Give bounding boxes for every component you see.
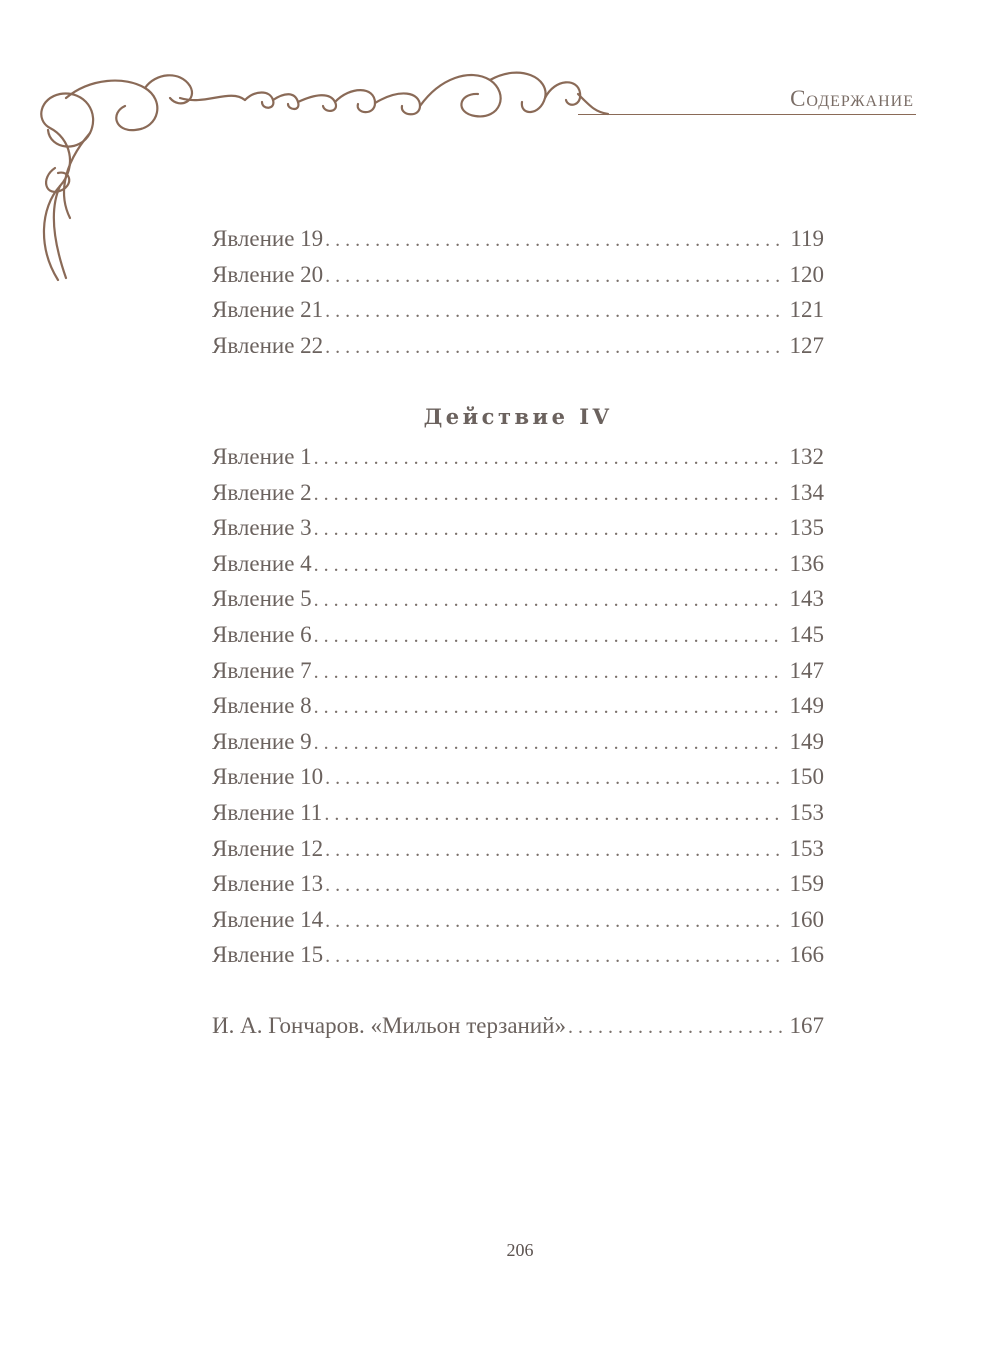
toc-entry-page: 127 [784, 328, 825, 364]
toc-entry[interactable] [212, 653, 824, 689]
toc-entry[interactable] [212, 328, 824, 364]
header-rule [578, 114, 916, 115]
dot-leader [314, 655, 784, 689]
toc-entry-page: 166 [784, 937, 825, 973]
toc-entry[interactable] [212, 292, 824, 328]
dot-leader [324, 797, 783, 831]
toc-entry-page: 121 [784, 292, 825, 328]
toc-entry-page: 149 [784, 688, 825, 724]
dot-leader [314, 583, 784, 617]
toc-entry-label: Явление 14 [212, 902, 325, 938]
toc-entry-label: Явление 8 [212, 688, 314, 724]
toc-entry-page: 132 [784, 439, 825, 475]
toc-entry-label: Явление 11 [212, 795, 324, 831]
toc-entry[interactable] [212, 831, 824, 867]
toc-act4-list [212, 439, 824, 973]
toc-entry[interactable] [212, 221, 824, 257]
toc-entry-label: Явление 2 [212, 475, 314, 511]
toc-entry-page: 119 [784, 221, 824, 257]
toc-entry[interactable] [212, 902, 824, 938]
dot-leader [314, 512, 784, 546]
dot-leader [325, 833, 783, 867]
toc-entry-page: 143 [784, 581, 825, 617]
dot-leader [325, 904, 783, 938]
toc-entry-label: Явление 3 [212, 510, 314, 546]
toc-entry-page: 153 [784, 831, 825, 867]
toc-entry[interactable] [212, 257, 824, 293]
dot-leader [314, 441, 784, 475]
toc-entry-label: Явление 13 [212, 866, 325, 902]
toc-entry-label: Явление 5 [212, 581, 314, 617]
toc-entry-label: Явление 9 [212, 724, 314, 760]
toc-entry-page: 147 [784, 653, 825, 689]
toc-entry[interactable] [212, 581, 824, 617]
toc-entry-page: 145 [784, 617, 825, 653]
toc-entry[interactable] [212, 688, 824, 724]
toc-entry-label: Явление 7 [212, 653, 314, 689]
toc-entry-page: 159 [784, 866, 825, 902]
toc-entry-page: 150 [784, 759, 825, 795]
toc-entry[interactable] [212, 937, 824, 973]
dot-leader [314, 690, 784, 724]
dot-leader [568, 1010, 784, 1044]
toc-continued-list [212, 221, 824, 363]
toc-essay-list [212, 1008, 824, 1044]
toc-entry[interactable] [212, 439, 824, 475]
toc-entry-page: 135 [784, 510, 825, 546]
toc-entry-page: 153 [784, 795, 825, 831]
toc-entry-essay[interactable] [212, 1008, 824, 1044]
toc-entry-label: Явление 21 [212, 292, 325, 328]
toc-entry-label: Явление 12 [212, 831, 325, 867]
toc-entry-label: Явление 6 [212, 617, 314, 653]
toc-entry[interactable] [212, 866, 824, 902]
toc-entry-page: 120 [784, 257, 825, 293]
toc-entry-label: И. А. Гончаров. «Мильон терзаний» [212, 1008, 568, 1044]
toc-entry-label: Явление 20 [212, 257, 325, 293]
toc-entry-page: 134 [784, 475, 825, 511]
toc-entry-label: Явление 22 [212, 328, 325, 364]
toc-entry-label: Явление 19 [212, 221, 325, 257]
dot-leader [314, 726, 784, 760]
toc-entry[interactable] [212, 546, 824, 582]
act-heading: Действие IV [423, 404, 613, 429]
running-header-title: Содержание [790, 86, 914, 111]
dot-leader [325, 259, 783, 293]
toc-entry[interactable] [212, 617, 824, 653]
toc-entry-page: 160 [784, 902, 825, 938]
toc-entry[interactable] [212, 795, 824, 831]
dot-leader [325, 294, 783, 328]
toc-entry-page: 149 [784, 724, 825, 760]
dot-leader [325, 223, 784, 257]
toc-entry-label: Явление 10 [212, 759, 325, 795]
dot-leader [325, 761, 783, 795]
dot-leader [325, 939, 783, 973]
dot-leader [325, 330, 783, 364]
toc-entry[interactable] [212, 475, 824, 511]
dot-leader [314, 477, 784, 511]
toc-entry[interactable] [212, 510, 824, 546]
toc-entry-label: Явление 15 [212, 937, 325, 973]
page-number: 206 [506, 1240, 534, 1260]
dot-leader [314, 548, 784, 582]
toc-entry-label: Явление 4 [212, 546, 314, 582]
toc-entry-page: 136 [784, 546, 825, 582]
toc-entry-page: 167 [784, 1008, 825, 1044]
dot-leader [325, 868, 783, 902]
dot-leader [314, 619, 784, 653]
toc-entry[interactable] [212, 724, 824, 760]
toc-entry-label: Явление 1 [212, 439, 314, 475]
toc-entry[interactable] [212, 759, 824, 795]
